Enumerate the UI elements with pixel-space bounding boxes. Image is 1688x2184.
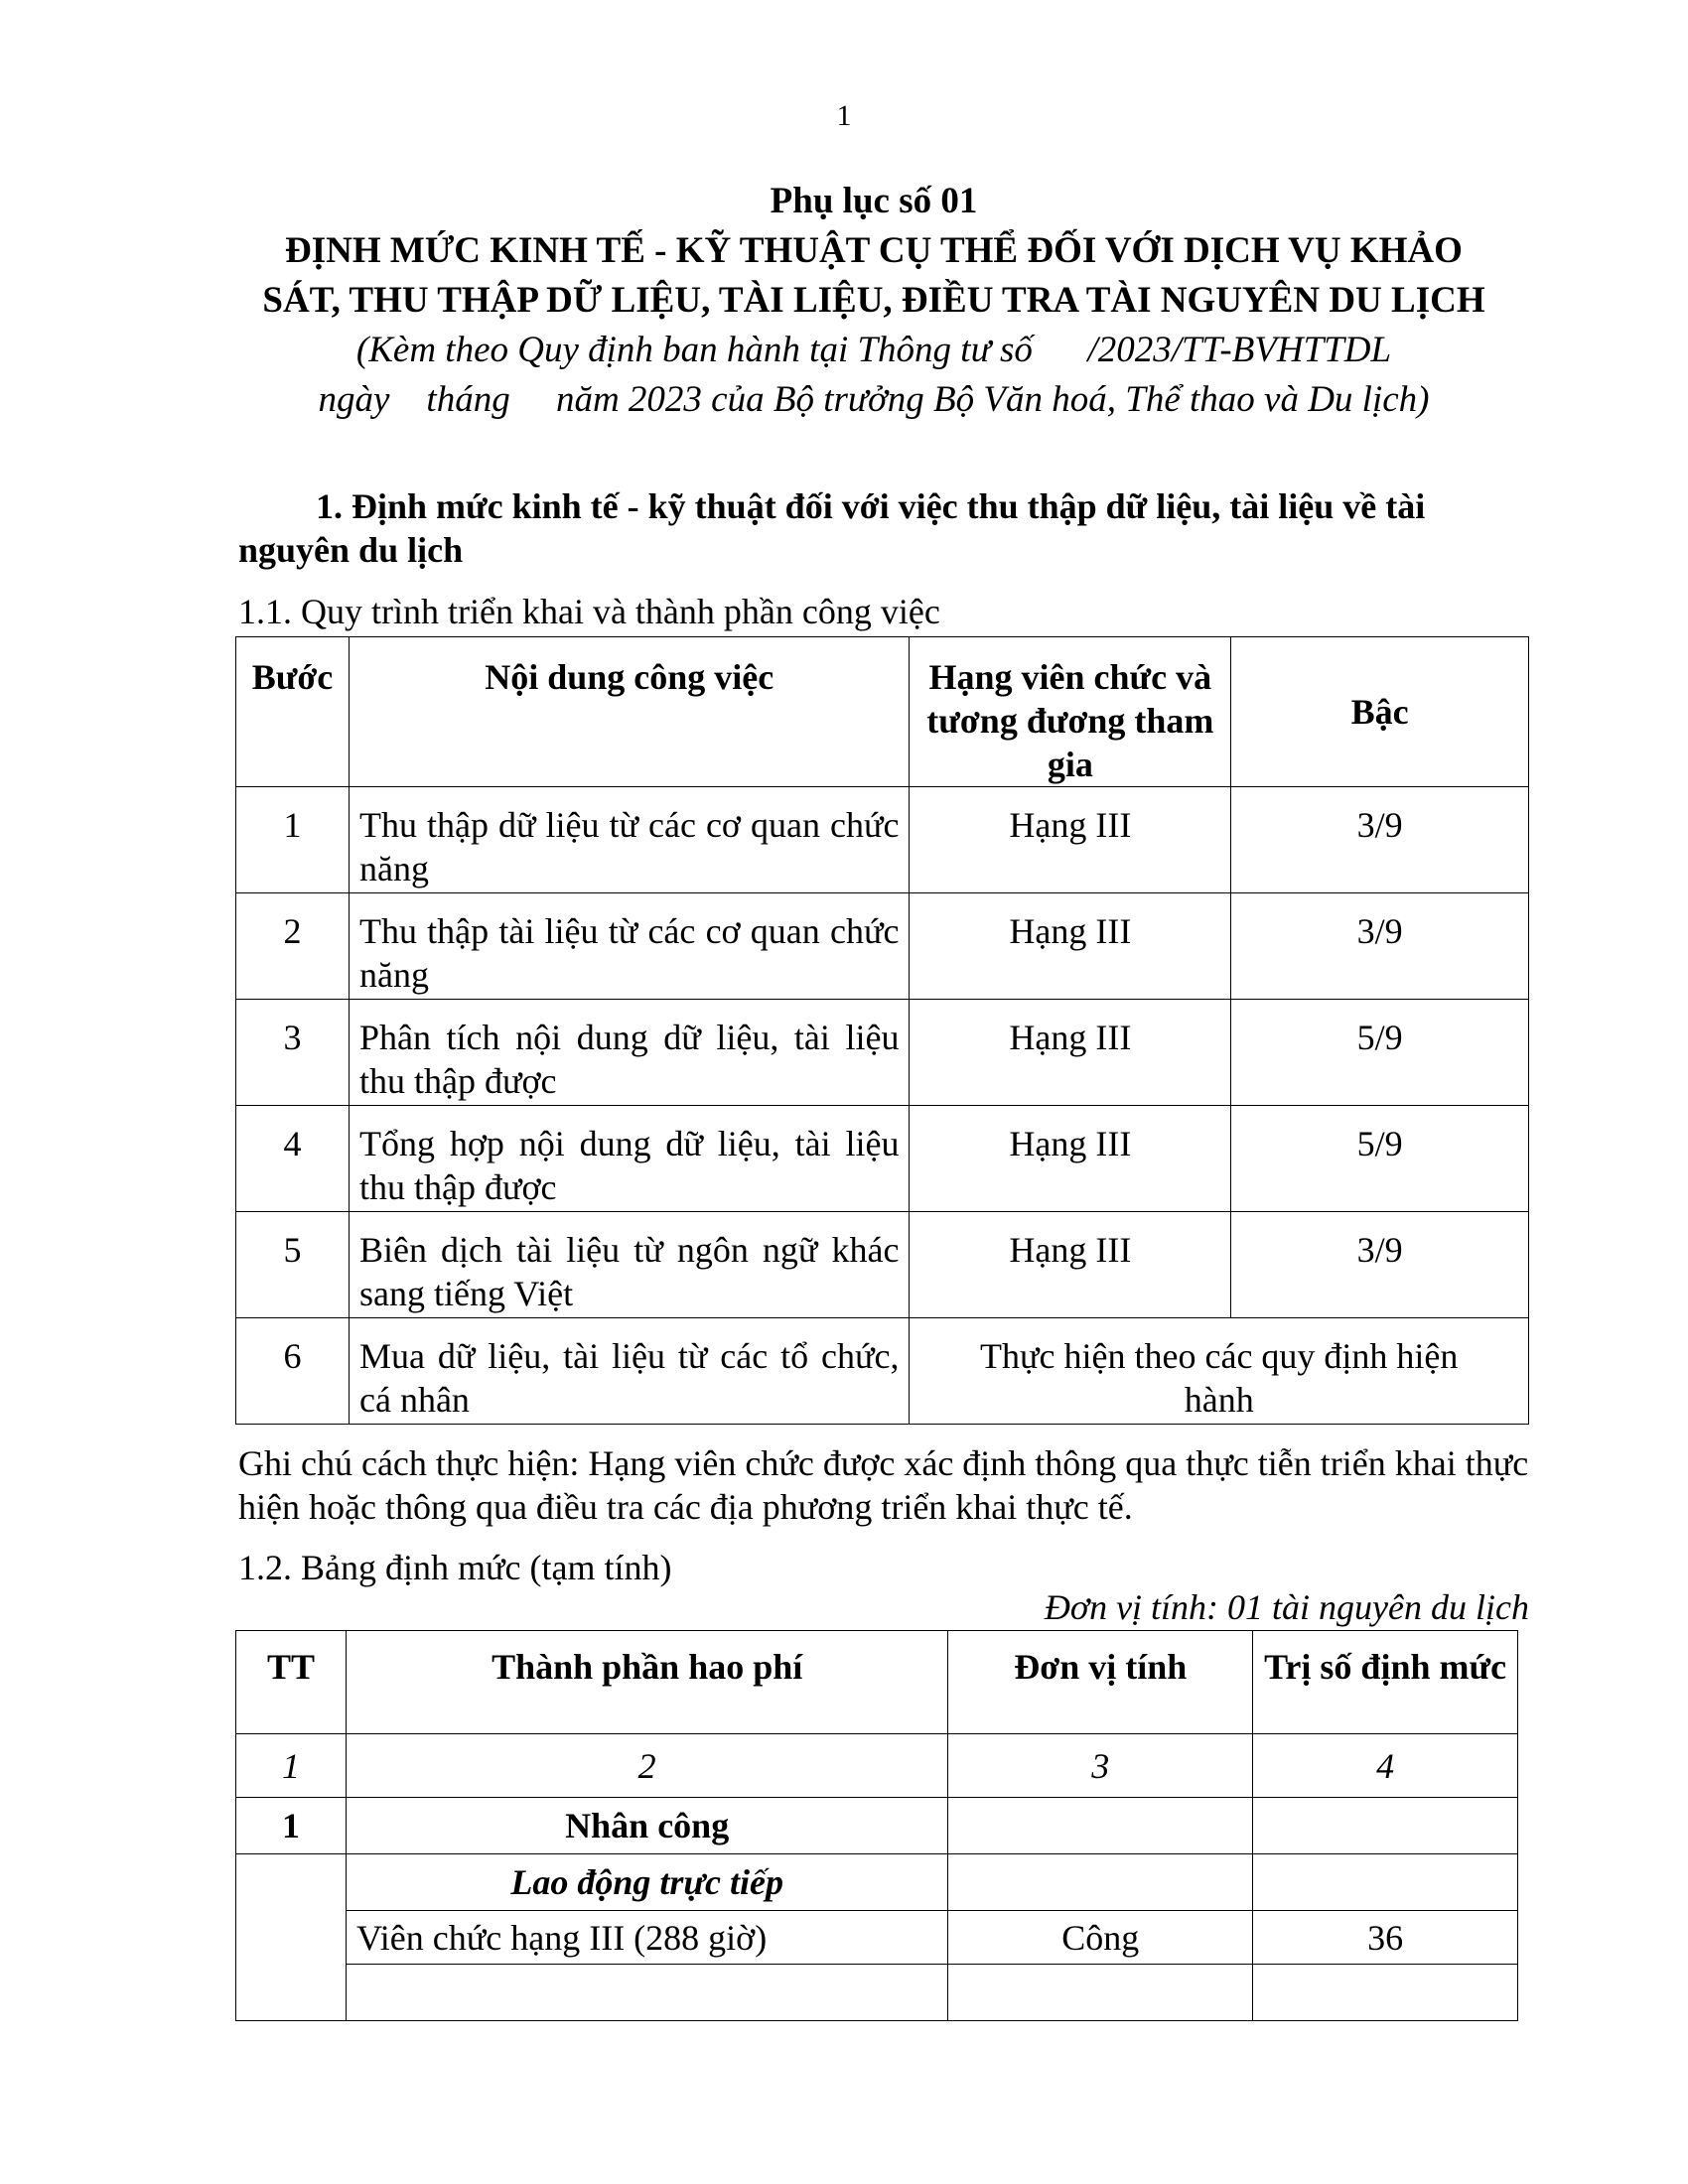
index-cell: 1	[236, 1734, 347, 1798]
table-row	[236, 1798, 1518, 1854]
step-content: Phân tích nội dung dữ liệu, tài liệu thu thập được	[349, 1000, 909, 1106]
step-level: 5/9	[1231, 1106, 1529, 1212]
step-number: 5	[236, 1212, 350, 1318]
header-cost-component: Thành phần hao phí	[346, 1631, 947, 1734]
step-content: Thu thập dữ liệu từ các cơ quan chức năng	[349, 787, 909, 893]
page-number: 1	[836, 99, 852, 132]
step-number: 2	[236, 893, 350, 1000]
table-row	[236, 787, 1529, 893]
process-table	[235, 636, 1529, 1425]
header-tt: TT	[236, 1631, 347, 1734]
item-value: 36	[1253, 1911, 1518, 1965]
index-cell: 4	[1253, 1734, 1518, 1798]
document-title-line1: ĐỊNH MỨC KINH TẾ - KỸ THUẬT CỤ THỂ ĐỐI VỚI DỊCH VỤ KHẢO	[285, 230, 1463, 271]
step-content: Mua dữ liệu, tài liệu từ các tổ chức, cá nhân	[349, 1318, 909, 1425]
header-content: Nội dung công việc	[349, 637, 909, 787]
empty-cell	[1253, 1965, 1518, 2021]
step-content: Thu thập tài liệu từ các cơ quan chức năng	[349, 893, 909, 1000]
empty-cell	[948, 1798, 1253, 1854]
table-row	[236, 1000, 1529, 1106]
empty-cell	[948, 1854, 1253, 1911]
table-row	[236, 1854, 1518, 1911]
empty-cell	[1253, 1854, 1518, 1911]
table-row	[236, 1212, 1529, 1318]
step-number: 6	[236, 1318, 350, 1425]
table-header-row	[236, 1631, 1518, 1734]
subsection-title-1-2: 1.2. Bảng định mức (tạm tính)	[238, 1548, 672, 1587]
index-cell: 3	[948, 1734, 1253, 1798]
header-step: Bước	[236, 637, 350, 787]
header-unit: Đơn vị tính	[948, 1631, 1253, 1734]
empty-cell	[1253, 1798, 1518, 1854]
index-cell: 2	[346, 1734, 947, 1798]
step-rank: Hạng III	[910, 1000, 1231, 1106]
empty-cell	[236, 1854, 347, 2021]
table-row	[236, 1106, 1529, 1212]
norm-table	[235, 1630, 1518, 2021]
subsection-title-1-1: 1.1. Quy trình triển khai và thành phần công việc	[238, 592, 940, 631]
step-rank: Hạng III	[910, 1212, 1231, 1318]
table-row	[236, 1911, 1518, 1965]
section-heading-line2: nguyên du lịch	[238, 530, 464, 570]
step-number: 4	[236, 1106, 350, 1212]
unit-label: Đơn vị tính: 01 tài nguyên du lịch	[1044, 1587, 1529, 1627]
document-note-line1: (Kèm theo Quy định ban hành tại Thông tư số /2023/TT-BVHTTDL	[355, 330, 1392, 370]
table-index-row	[236, 1734, 1518, 1798]
header-norm-value: Trị số định mức	[1253, 1631, 1518, 1734]
header-level: Bậc	[1231, 637, 1529, 787]
header-rank: Hạng viên chức và tương đương tham gia	[910, 637, 1231, 787]
implementation-note: Ghi chú cách thực hiện: Hạng viên chức được xác định thông qua thực tiễn triển khai thực hiện hoặc thông qua điều tra các địa phương triển khai thực tế.	[238, 1443, 1529, 1527]
subgroup-label: Lao động trực tiếp	[346, 1854, 947, 1911]
empty-cell	[948, 1965, 1253, 2021]
table-row	[236, 1318, 1529, 1425]
section-heading-line1: 1. Định mức kinh tế - kỹ thuật đối với việc thu thập dữ liệu, tài liệu về tài	[316, 486, 1426, 526]
step-content: Biên dịch tài liệu từ ngôn ngữ khác sang tiếng Việt	[349, 1212, 909, 1318]
table-row	[236, 1965, 1518, 2021]
step-rank: Hạng III	[910, 893, 1231, 1000]
item-unit: Công	[948, 1911, 1253, 1965]
step-content: Tổng hợp nội dung dữ liệu, tài liệu thu thập được	[349, 1106, 909, 1212]
document-note-line2: ngày tháng năm 2023 của Bộ trưởng Bộ Văn hoá, Thể thao và Du lịch)	[318, 379, 1430, 420]
appendix-title: Phụ lục số 01	[770, 181, 978, 221]
step-rank: Hạng III	[910, 1106, 1231, 1212]
document-title-line2: SÁT, THU THẬP DỮ LIỆU, TÀI LIỆU, ĐIỀU TRA TÀI NGUYÊN DU LỊCH	[262, 280, 1485, 321]
item-name: Viên chức hạng III (288 giờ)	[346, 1911, 947, 1965]
step-level: 3/9	[1231, 787, 1529, 893]
step-level: 3/9	[1231, 1212, 1529, 1318]
table-header-row	[236, 637, 1529, 787]
step-merged-note: Thực hiện theo các quy định hiện hành	[910, 1318, 1529, 1425]
group-label: Nhân công	[346, 1798, 947, 1854]
step-number: 1	[236, 787, 350, 893]
empty-cell	[346, 1965, 947, 2021]
step-level: 3/9	[1231, 893, 1529, 1000]
group-number: 1	[236, 1798, 347, 1854]
step-rank: Hạng III	[910, 787, 1231, 893]
step-level: 5/9	[1231, 1000, 1529, 1106]
table-row	[236, 893, 1529, 1000]
step-number: 3	[236, 1000, 350, 1106]
